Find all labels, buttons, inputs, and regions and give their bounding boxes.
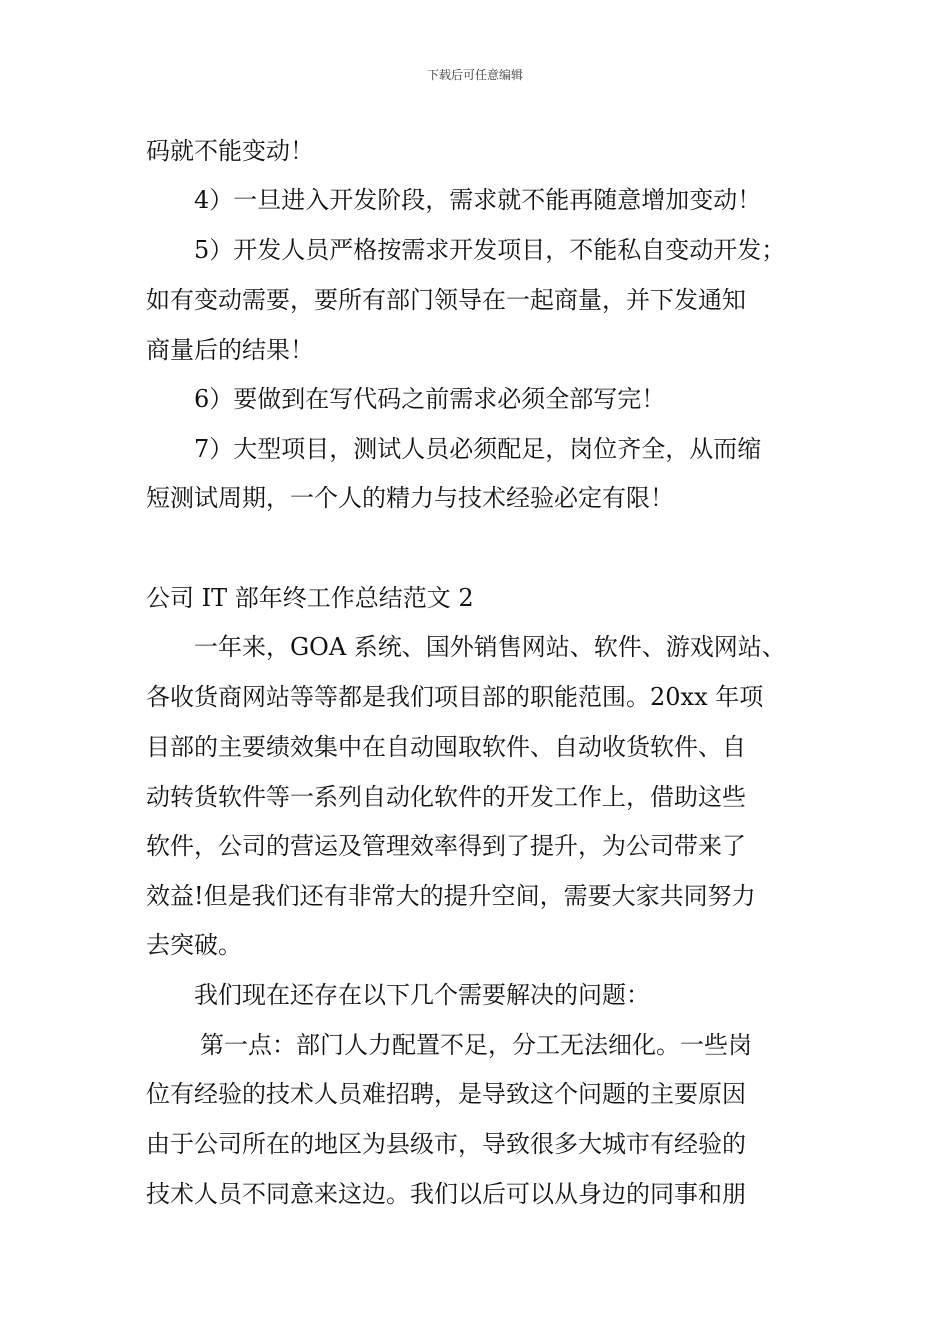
text-line: 技术人员不同意来这边。我们以后可以从身边的同事和朋 [146,1180,746,1208]
text-line: 一年来，GOA 系统、国外销售网站、软件、游戏网站、 [194,633,786,661]
text-line: 动转货软件等一系列自动化软件的开发工作上，借助这些 [146,783,746,811]
text-line: 7）大型项目，测试人员必须配足，岗位齐全，从而缩 [194,435,762,463]
text-line: 第一点：部门人力配置不足，分工无法细化。一些岗 [200,1031,752,1059]
text-line: 目部的主要绩效集中在自动囤取软件、自动收货软件、自 [146,733,746,761]
text-line: 去突破。 [146,931,242,959]
text-line: 6）要做到在写代码之前需求必须全部写完！ [194,385,666,413]
text-line: 由于公司所在的地区为县级市，导致很多大城市有经验的 [146,1130,746,1158]
text-line: 商量后的结果！ [146,336,314,364]
text-line: 效益!但是我们还有非常大的提升空间，需要大家共同努力 [146,882,756,910]
text-line: 码就不能变动！ [146,137,314,165]
text-line: 5）开发人员严格按需求开发项目，不能私自变动开发； [194,236,786,264]
section-heading: 公司 IT 部年终工作总结范文 2 [146,584,474,612]
text-line: 位有经验的技术人员难招聘，是导致这个问题的主要原因 [146,1080,746,1108]
text-line: 我们现在还存在以下几个需要解决的问题： [194,981,650,1009]
text-line: 4）一旦进入开发阶段，需求就不能再随意增加变动！ [194,186,762,214]
page-header: 下载后可任意编辑 [426,68,523,82]
text-line: 软件，公司的营运及管理效率得到了提升，为公司带来了 [146,832,746,860]
text-line: 短测试周期，一个人的精力与技术经验必定有限！ [146,484,674,512]
text-line: 各收货商网站等等都是我们项目部的职能范围。20xx 年项 [146,683,764,711]
text-line: 如有变动需要，要所有部门领导在一起商量，并下发通知 [146,286,746,314]
